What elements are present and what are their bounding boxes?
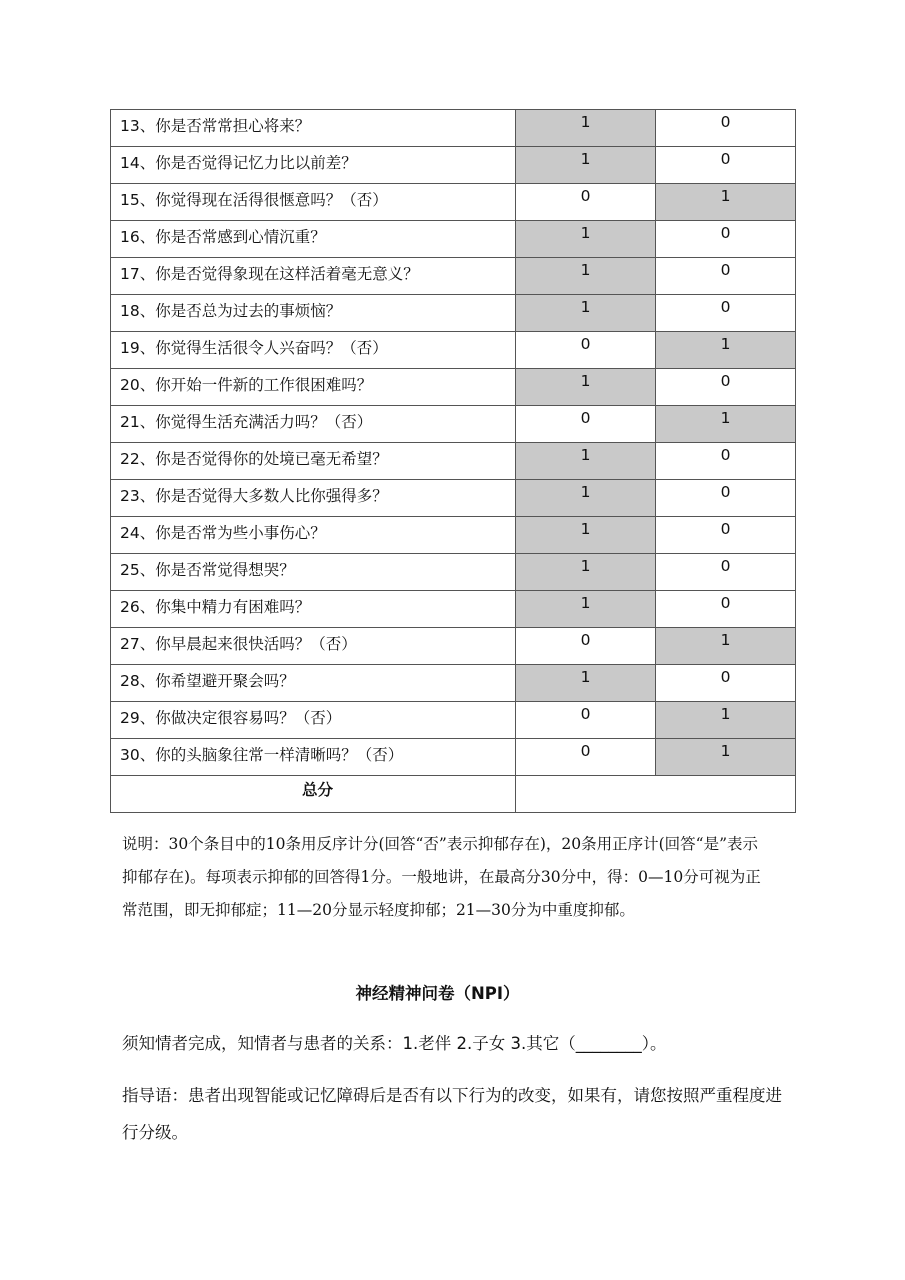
no-score-cell: 0 bbox=[656, 517, 796, 554]
question-cell: 21、你觉得生活充满活力吗？（否） bbox=[111, 406, 516, 443]
npi-title: 神经精神问卷（NPI） bbox=[355, 984, 520, 1003]
scoring-note: 说明：30个条目中的10条用反序计分(回答“否”表示抑郁存在)，20条用正序计(回答“是”表示抑郁存在)。每项表示抑郁的回答得1分。一般地讲，在最高分30分中，得：0—10分可视为正常范围，即无抑郁症；11—20分显示轻度抑郁；21—30分为中重度抑郁。 bbox=[122, 835, 761, 919]
yes-score-cell: 0 bbox=[516, 406, 656, 443]
question-cell: 19、你觉得生活很令人兴奋吗？（否） bbox=[111, 332, 516, 369]
no-score-cell: 0 bbox=[656, 591, 796, 628]
no-score-cell: 1 bbox=[656, 739, 796, 776]
yes-score-cell: 1 bbox=[516, 480, 656, 517]
yes-score-cell: 0 bbox=[516, 628, 656, 665]
yes-score-cell: 1 bbox=[516, 110, 656, 147]
no-score-cell: 0 bbox=[656, 480, 796, 517]
question-cell: 27、你早晨起来很快活吗？（否） bbox=[111, 628, 516, 665]
question-cell: 23、你是否觉得大多数人比你强得多？ bbox=[111, 480, 516, 517]
yes-score-cell: 1 bbox=[516, 147, 656, 184]
question-cell: 20、你开始一件新的工作很困难吗？ bbox=[111, 369, 516, 406]
total-value-cell[interactable] bbox=[516, 776, 796, 813]
yes-score-cell: 0 bbox=[516, 739, 656, 776]
total-label: 总分 bbox=[111, 776, 516, 813]
no-score-cell: 0 bbox=[656, 221, 796, 258]
table-row bbox=[111, 221, 796, 258]
table-row bbox=[111, 517, 796, 554]
question-cell: 22、你是否觉得你的处境已毫无希望？ bbox=[111, 443, 516, 480]
table-row bbox=[111, 739, 796, 776]
no-score-cell: 1 bbox=[656, 332, 796, 369]
yes-score-cell: 1 bbox=[516, 295, 656, 332]
no-score-cell: 1 bbox=[656, 702, 796, 739]
yes-score-cell: 0 bbox=[516, 332, 656, 369]
no-score-cell: 0 bbox=[656, 369, 796, 406]
yes-score-cell: 1 bbox=[516, 554, 656, 591]
yes-score-cell: 1 bbox=[516, 665, 656, 702]
question-cell: 16、你是否常感到心情沉重？ bbox=[111, 221, 516, 258]
question-cell: 14、你是否觉得记忆力比以前差？ bbox=[111, 147, 516, 184]
question-cell: 17、你是否觉得象现在这样活着毫无意义？ bbox=[111, 258, 516, 295]
table-row bbox=[111, 628, 796, 665]
table-row bbox=[111, 591, 796, 628]
question-cell: 26、你集中精力有困难吗？ bbox=[111, 591, 516, 628]
yes-score-cell: 1 bbox=[516, 443, 656, 480]
total-row bbox=[111, 776, 796, 813]
yes-score-cell: 1 bbox=[516, 591, 656, 628]
question-cell: 29、你做决定很容易吗？（否） bbox=[111, 702, 516, 739]
table-row bbox=[111, 665, 796, 702]
question-cell: 13、你是否常常担心将来？ bbox=[111, 110, 516, 147]
question-cell: 18、你是否总为过去的事烦恼？ bbox=[111, 295, 516, 332]
table-row bbox=[111, 406, 796, 443]
table-row bbox=[111, 295, 796, 332]
table-row bbox=[111, 110, 796, 147]
question-cell: 15、你觉得现在活得很惬意吗？（否） bbox=[111, 184, 516, 221]
question-cell: 30、你的头脑象往常一样清晰吗？（否） bbox=[111, 739, 516, 776]
table-row bbox=[111, 443, 796, 480]
question-cell: 28、你希望避开聚会吗？ bbox=[111, 665, 516, 702]
table-row bbox=[111, 554, 796, 591]
no-score-cell: 0 bbox=[656, 665, 796, 702]
no-score-cell: 0 bbox=[656, 295, 796, 332]
yes-score-cell: 0 bbox=[516, 702, 656, 739]
question-cell: 25、你是否常觉得想哭？ bbox=[111, 554, 516, 591]
no-score-cell: 0 bbox=[656, 147, 796, 184]
no-score-cell: 0 bbox=[656, 258, 796, 295]
no-score-cell: 0 bbox=[656, 554, 796, 591]
npi-relation-text: 须知情者完成，知情者与患者的关系：1.老伴 2.子女 3.其它（________）。 bbox=[122, 1034, 667, 1053]
table-row bbox=[111, 184, 796, 221]
no-score-cell: 0 bbox=[656, 110, 796, 147]
question-cell: 24、你是否常为些小事伤心？ bbox=[111, 517, 516, 554]
npi-instruction-text: 指导语：患者出现智能或记忆障碍后是否有以下行为的改变，如果有，请您按照严重程度进行分级。 bbox=[122, 1086, 782, 1142]
table-row bbox=[111, 369, 796, 406]
table-row bbox=[111, 258, 796, 295]
gds-score-table bbox=[110, 109, 796, 813]
no-score-cell: 1 bbox=[656, 628, 796, 665]
no-score-cell: 0 bbox=[656, 443, 796, 480]
table-row bbox=[111, 480, 796, 517]
table-row bbox=[111, 147, 796, 184]
table-row bbox=[111, 702, 796, 739]
yes-score-cell: 1 bbox=[516, 517, 656, 554]
table-row bbox=[111, 332, 796, 369]
no-score-cell: 1 bbox=[656, 184, 796, 221]
yes-score-cell: 1 bbox=[516, 221, 656, 258]
yes-score-cell: 1 bbox=[516, 258, 656, 295]
yes-score-cell: 1 bbox=[516, 369, 656, 406]
score-table-body bbox=[111, 110, 796, 776]
no-score-cell: 1 bbox=[656, 406, 796, 443]
yes-score-cell: 0 bbox=[516, 184, 656, 221]
